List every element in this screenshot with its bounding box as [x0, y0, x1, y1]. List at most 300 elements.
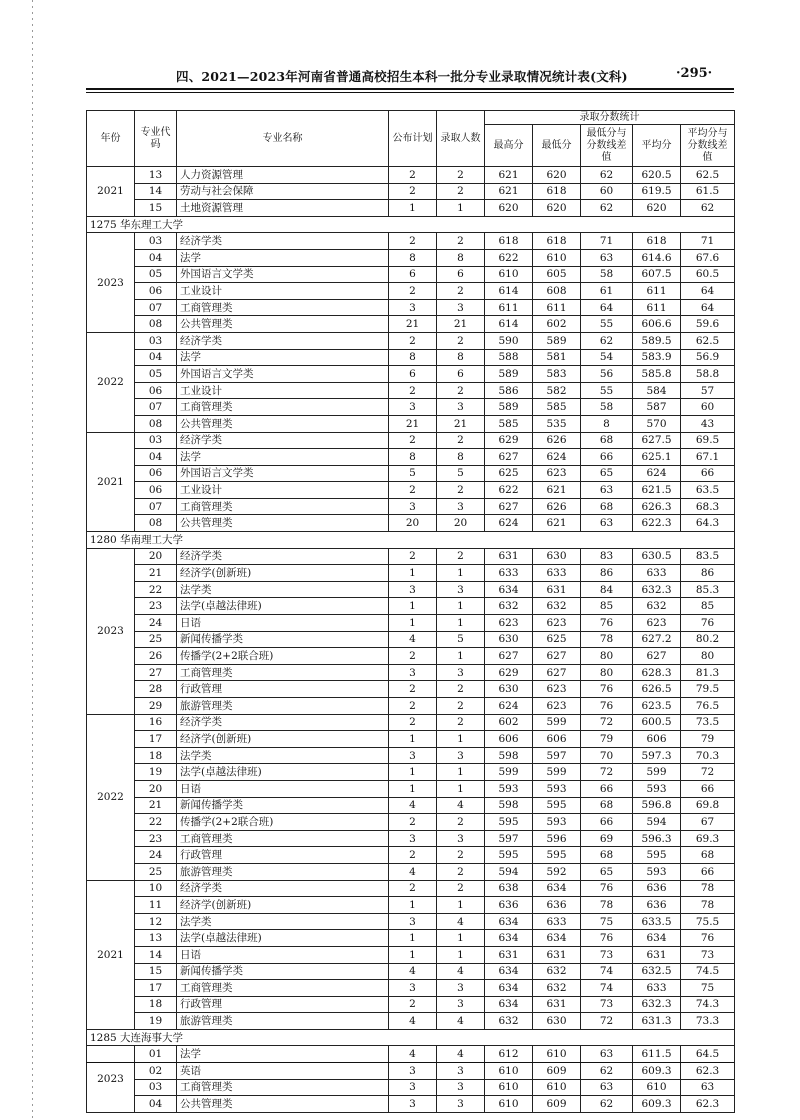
min-diff-cell: 74 [581, 980, 633, 997]
major-name-cell: 工业设计 [177, 283, 389, 300]
max-score-cell: 630 [485, 631, 533, 648]
table-row [87, 382, 735, 399]
table-row [87, 415, 735, 432]
header-admitted: 录取人数 [437, 111, 485, 167]
table-row [87, 648, 735, 665]
min-score-cell: 597 [533, 747, 581, 764]
min-score-cell: 611 [533, 299, 581, 316]
plan-cell: 1 [389, 731, 437, 748]
major-name-cell: 工商管理类 [177, 830, 389, 847]
table-row [87, 482, 735, 499]
min-diff-cell: 68 [581, 498, 633, 515]
table-row [87, 399, 735, 416]
major-name-cell: 公共管理类 [177, 316, 389, 333]
min-score-cell: 632 [533, 598, 581, 615]
major-name-cell: 工业设计 [177, 382, 389, 399]
table-row [87, 830, 735, 847]
code-cell: 03 [135, 332, 177, 349]
code-cell: 15 [135, 200, 177, 217]
plan-cell: 3 [389, 581, 437, 598]
max-score-cell: 630 [485, 681, 533, 698]
min-diff-cell: 76 [581, 698, 633, 715]
min-score-cell: 581 [533, 349, 581, 366]
avg-diff-cell: 73 [681, 946, 735, 963]
max-score-cell: 590 [485, 332, 533, 349]
min-diff-cell: 63 [581, 249, 633, 266]
table-row [87, 332, 735, 349]
code-cell: 06 [135, 465, 177, 482]
code-cell: 03 [135, 432, 177, 449]
year-cell: 2021 [87, 167, 135, 217]
max-score-cell: 606 [485, 731, 533, 748]
avg-score-cell: 614.6 [633, 249, 681, 266]
admitted-cell: 4 [437, 913, 485, 930]
avg-diff-cell: 70.3 [681, 747, 735, 764]
avg-score-cell: 611 [633, 299, 681, 316]
admitted-cell: 8 [437, 449, 485, 466]
admitted-cell: 3 [437, 498, 485, 515]
admitted-cell: 3 [437, 996, 485, 1013]
admitted-cell: 4 [437, 963, 485, 980]
avg-score-cell: 633 [633, 565, 681, 582]
admitted-cell: 1 [437, 897, 485, 914]
avg-score-cell: 610 [633, 1079, 681, 1096]
plan-cell: 1 [389, 897, 437, 914]
table-row [87, 515, 735, 532]
plan-cell: 4 [389, 1046, 437, 1063]
min-diff-cell: 70 [581, 747, 633, 764]
min-score-cell: 626 [533, 498, 581, 515]
min-score-cell: 610 [533, 1079, 581, 1096]
plan-cell: 3 [389, 399, 437, 416]
min-diff-cell: 73 [581, 946, 633, 963]
admitted-cell: 2 [437, 167, 485, 184]
code-cell: 05 [135, 366, 177, 383]
avg-diff-cell: 69.5 [681, 432, 735, 449]
min-score-cell: 589 [533, 332, 581, 349]
avg-diff-cell: 64.3 [681, 515, 735, 532]
avg-diff-cell: 66 [681, 780, 735, 797]
plan-cell: 3 [389, 980, 437, 997]
year-cell: 2022 [87, 332, 135, 432]
max-score-cell: 627 [485, 648, 533, 665]
code-cell: 15 [135, 963, 177, 980]
min-score-cell: 631 [533, 581, 581, 598]
table-row [87, 946, 735, 963]
min-diff-cell: 68 [581, 797, 633, 814]
admitted-cell: 3 [437, 980, 485, 997]
code-cell: 22 [135, 581, 177, 598]
plan-cell: 2 [389, 183, 437, 200]
code-cell: 13 [135, 167, 177, 184]
table-row [87, 863, 735, 880]
table-row [87, 366, 735, 383]
max-score-cell: 634 [485, 963, 533, 980]
major-name-cell: 传播学(2+2联合班) [177, 814, 389, 831]
min-score-cell: 595 [533, 797, 581, 814]
table-row [87, 731, 735, 748]
min-score-cell: 621 [533, 482, 581, 499]
min-diff-cell: 80 [581, 664, 633, 681]
min-score-cell: 599 [533, 714, 581, 731]
max-score-cell: 634 [485, 913, 533, 930]
major-name-cell: 旅游管理类 [177, 863, 389, 880]
table-row [87, 930, 735, 947]
max-score-cell: 620 [485, 200, 533, 217]
table-row [87, 316, 735, 333]
max-score-cell: 612 [485, 1046, 533, 1063]
avg-diff-cell: 69.8 [681, 797, 735, 814]
major-name-cell: 法学类 [177, 581, 389, 598]
major-name-cell: 法学 [177, 449, 389, 466]
university-name: 1280 华南理工大学 [87, 532, 735, 549]
major-name-cell: 经济学类 [177, 332, 389, 349]
admitted-cell: 2 [437, 863, 485, 880]
binding-margin [32, 0, 33, 1120]
table-row [87, 980, 735, 997]
code-cell: 03 [135, 233, 177, 250]
major-name-cell: 经济学类 [177, 548, 389, 565]
plan-cell: 20 [389, 515, 437, 532]
min-diff-cell: 63 [581, 515, 633, 532]
min-diff-cell: 74 [581, 963, 633, 980]
min-score-cell: 535 [533, 415, 581, 432]
code-cell: 08 [135, 515, 177, 532]
major-name-cell: 经济学类 [177, 432, 389, 449]
avg-diff-cell: 75.5 [681, 913, 735, 930]
admitted-cell: 4 [437, 1046, 485, 1063]
min-score-cell: 595 [533, 847, 581, 864]
avg-score-cell: 636 [633, 897, 681, 914]
avg-diff-cell: 62.3 [681, 1063, 735, 1080]
avg-diff-cell: 62.3 [681, 1096, 735, 1113]
table-row [87, 465, 735, 482]
min-diff-cell: 56 [581, 366, 633, 383]
min-diff-cell: 64 [581, 299, 633, 316]
min-score-cell: 602 [533, 316, 581, 333]
header-min: 最低分 [533, 125, 581, 167]
max-score-cell: 624 [485, 515, 533, 532]
avg-score-cell: 609.3 [633, 1096, 681, 1113]
year-cell: 2022 [87, 714, 135, 880]
avg-diff-cell: 83.5 [681, 548, 735, 565]
min-diff-cell: 63 [581, 1079, 633, 1096]
plan-cell: 2 [389, 847, 437, 864]
min-score-cell: 630 [533, 548, 581, 565]
plan-cell: 2 [389, 283, 437, 300]
university-row [87, 1029, 735, 1046]
max-score-cell: 610 [485, 1079, 533, 1096]
min-diff-cell: 55 [581, 316, 633, 333]
min-score-cell: 633 [533, 913, 581, 930]
major-name-cell: 劳动与社会保障 [177, 183, 389, 200]
plan-cell: 1 [389, 764, 437, 781]
avg-diff-cell: 80 [681, 648, 735, 665]
avg-score-cell: 620.5 [633, 167, 681, 184]
avg-diff-cell: 74.3 [681, 996, 735, 1013]
avg-score-cell: 628.3 [633, 664, 681, 681]
avg-diff-cell: 58.8 [681, 366, 735, 383]
avg-score-cell: 624 [633, 465, 681, 482]
avg-score-cell: 594 [633, 814, 681, 831]
major-name-cell: 法学 [177, 249, 389, 266]
max-score-cell: 593 [485, 780, 533, 797]
major-name-cell: 土地资源管理 [177, 200, 389, 217]
min-diff-cell: 65 [581, 465, 633, 482]
year-cell: 2023 [87, 233, 135, 333]
admitted-cell: 2 [437, 332, 485, 349]
max-score-cell: 610 [485, 1063, 533, 1080]
plan-cell: 4 [389, 797, 437, 814]
min-diff-cell: 63 [581, 482, 633, 499]
admitted-cell: 2 [437, 714, 485, 731]
max-score-cell: 622 [485, 249, 533, 266]
admitted-cell: 1 [437, 946, 485, 963]
max-score-cell: 627 [485, 449, 533, 466]
admitted-cell: 3 [437, 1063, 485, 1080]
avg-diff-cell: 63 [681, 1079, 735, 1096]
avg-diff-cell: 69.3 [681, 830, 735, 847]
min-score-cell: 630 [533, 1013, 581, 1030]
max-score-cell: 585 [485, 415, 533, 432]
max-score-cell: 597 [485, 830, 533, 847]
header-name: 专业名称 [177, 111, 389, 167]
avg-score-cell: 632.3 [633, 581, 681, 598]
avg-score-cell: 595 [633, 847, 681, 864]
admitted-cell: 5 [437, 465, 485, 482]
year-cell: 2023 [87, 548, 135, 714]
min-diff-cell: 80 [581, 648, 633, 665]
min-diff-cell: 72 [581, 764, 633, 781]
max-score-cell: 614 [485, 316, 533, 333]
avg-diff-cell: 62 [681, 200, 735, 217]
admitted-cell: 1 [437, 200, 485, 217]
major-name-cell: 英语 [177, 1063, 389, 1080]
plan-cell: 1 [389, 946, 437, 963]
code-cell: 06 [135, 382, 177, 399]
max-score-cell: 632 [485, 598, 533, 615]
min-score-cell: 620 [533, 167, 581, 184]
major-name-cell: 经济学类 [177, 233, 389, 250]
avg-score-cell: 596.8 [633, 797, 681, 814]
min-diff-cell: 73 [581, 996, 633, 1013]
avg-score-cell: 632 [633, 598, 681, 615]
table-row [87, 631, 735, 648]
plan-cell: 3 [389, 913, 437, 930]
min-score-cell: 636 [533, 897, 581, 914]
plan-cell: 8 [389, 349, 437, 366]
avg-diff-cell: 60 [681, 399, 735, 416]
min-score-cell: 623 [533, 465, 581, 482]
max-score-cell: 636 [485, 897, 533, 914]
plan-cell: 1 [389, 780, 437, 797]
table-row [87, 581, 735, 598]
min-diff-cell: 68 [581, 432, 633, 449]
university-name: 1275 华东理工大学 [87, 216, 735, 233]
avg-score-cell: 631 [633, 946, 681, 963]
plan-cell: 4 [389, 963, 437, 980]
avg-score-cell: 618 [633, 233, 681, 250]
min-diff-cell: 69 [581, 830, 633, 847]
header-rule-thick [86, 88, 734, 90]
table-row [87, 847, 735, 864]
min-score-cell: 582 [533, 382, 581, 399]
year-cell: 2023 [87, 1046, 135, 1112]
code-cell: 04 [135, 1096, 177, 1113]
table-row [87, 615, 735, 632]
code-cell: 12 [135, 913, 177, 930]
plan-cell: 1 [389, 615, 437, 632]
table-row [87, 548, 735, 565]
admitted-cell: 3 [437, 399, 485, 416]
avg-diff-cell: 75 [681, 980, 735, 997]
code-cell: 13 [135, 930, 177, 947]
code-cell: 26 [135, 648, 177, 665]
avg-score-cell: 630.5 [633, 548, 681, 565]
admitted-cell: 2 [437, 482, 485, 499]
min-diff-cell: 83 [581, 548, 633, 565]
code-cell: 06 [135, 482, 177, 499]
major-name-cell: 旅游管理类 [177, 698, 389, 715]
table-row [87, 249, 735, 266]
avg-score-cell: 620 [633, 200, 681, 217]
avg-diff-cell: 81.3 [681, 664, 735, 681]
min-score-cell: 627 [533, 648, 581, 665]
table-row [87, 996, 735, 1013]
avg-score-cell: 611 [633, 283, 681, 300]
avg-score-cell: 570 [633, 415, 681, 432]
plan-cell: 2 [389, 814, 437, 831]
header-score-group: 录取分数统计 [485, 111, 735, 125]
avg-score-cell: 633.5 [633, 913, 681, 930]
avg-diff-cell: 73.5 [681, 714, 735, 731]
header-code: 专业代码 [135, 111, 177, 167]
major-name-cell: 法学类 [177, 913, 389, 930]
major-name-cell: 法学(卓越法律班) [177, 930, 389, 947]
min-score-cell: 599 [533, 764, 581, 781]
max-score-cell: 623 [485, 615, 533, 632]
max-score-cell: 634 [485, 930, 533, 947]
major-name-cell: 工商管理类 [177, 498, 389, 515]
table-row [87, 913, 735, 930]
min-diff-cell: 71 [581, 233, 633, 250]
avg-score-cell: 607.5 [633, 266, 681, 283]
avg-diff-cell: 63.5 [681, 482, 735, 499]
admitted-cell: 5 [437, 631, 485, 648]
max-score-cell: 611 [485, 299, 533, 316]
plan-cell: 2 [389, 681, 437, 698]
table-row [87, 266, 735, 283]
max-score-cell: 633 [485, 565, 533, 582]
min-diff-cell: 65 [581, 863, 633, 880]
avg-diff-cell: 62.5 [681, 167, 735, 184]
major-name-cell: 外国语言文学类 [177, 465, 389, 482]
avg-diff-cell: 67.6 [681, 249, 735, 266]
max-score-cell: 622 [485, 482, 533, 499]
table-row [87, 880, 735, 897]
code-cell: 19 [135, 764, 177, 781]
max-score-cell: 627 [485, 498, 533, 515]
plan-cell: 4 [389, 863, 437, 880]
min-score-cell: 627 [533, 664, 581, 681]
table-row [87, 681, 735, 698]
avg-score-cell: 622.3 [633, 515, 681, 532]
header-min-diff: 最低分与分数线差值 [581, 125, 633, 167]
major-name-cell: 工商管理类 [177, 980, 389, 997]
max-score-cell: 631 [485, 946, 533, 963]
table-row [87, 814, 735, 831]
admitted-cell: 2 [437, 847, 485, 864]
admitted-cell: 3 [437, 664, 485, 681]
admitted-cell: 2 [437, 432, 485, 449]
major-name-cell: 经济学(创新班) [177, 731, 389, 748]
plan-cell: 3 [389, 498, 437, 515]
plan-cell: 2 [389, 482, 437, 499]
avg-score-cell: 633 [633, 980, 681, 997]
avg-diff-cell: 61.5 [681, 183, 735, 200]
plan-cell: 3 [389, 1063, 437, 1080]
max-score-cell: 621 [485, 167, 533, 184]
min-diff-cell: 61 [581, 283, 633, 300]
min-score-cell: 596 [533, 830, 581, 847]
major-name-cell: 工商管理类 [177, 1079, 389, 1096]
major-name-cell: 工商管理类 [177, 399, 389, 416]
max-score-cell: 621 [485, 183, 533, 200]
major-name-cell: 日语 [177, 615, 389, 632]
admitted-cell: 3 [437, 747, 485, 764]
major-name-cell: 新闻传播学类 [177, 797, 389, 814]
year-cell: 2021 [87, 880, 135, 1029]
plan-cell: 3 [389, 1079, 437, 1096]
admitted-cell: 3 [437, 299, 485, 316]
avg-diff-cell: 76 [681, 615, 735, 632]
table-row [87, 200, 735, 217]
avg-score-cell: 625.1 [633, 449, 681, 466]
avg-diff-cell: 85 [681, 598, 735, 615]
table-row [87, 432, 735, 449]
header-plan: 公布计划 [389, 111, 437, 167]
code-cell: 29 [135, 698, 177, 715]
min-score-cell: 631 [533, 946, 581, 963]
avg-diff-cell: 68 [681, 847, 735, 864]
code-cell: 04 [135, 349, 177, 366]
avg-score-cell: 623.5 [633, 698, 681, 715]
code-cell: 17 [135, 731, 177, 748]
min-diff-cell: 76 [581, 681, 633, 698]
min-diff-cell: 66 [581, 449, 633, 466]
major-name-cell: 经济学类 [177, 714, 389, 731]
code-cell: 08 [135, 316, 177, 333]
min-score-cell: 606 [533, 731, 581, 748]
code-cell: 24 [135, 847, 177, 864]
avg-diff-cell: 43 [681, 415, 735, 432]
min-diff-cell: 62 [581, 1096, 633, 1113]
plan-cell: 1 [389, 200, 437, 217]
avg-diff-cell: 79.5 [681, 681, 735, 698]
major-name-cell: 工商管理类 [177, 299, 389, 316]
avg-diff-cell: 64 [681, 299, 735, 316]
avg-diff-cell: 72 [681, 764, 735, 781]
table-row [87, 1063, 735, 1080]
major-name-cell: 日语 [177, 780, 389, 797]
header-rule-thin [86, 92, 734, 93]
major-name-cell: 经济学(创新班) [177, 897, 389, 914]
code-cell: 25 [135, 631, 177, 648]
min-score-cell: 632 [533, 963, 581, 980]
max-score-cell: 595 [485, 847, 533, 864]
avg-diff-cell: 76.5 [681, 698, 735, 715]
min-diff-cell: 8 [581, 415, 633, 432]
